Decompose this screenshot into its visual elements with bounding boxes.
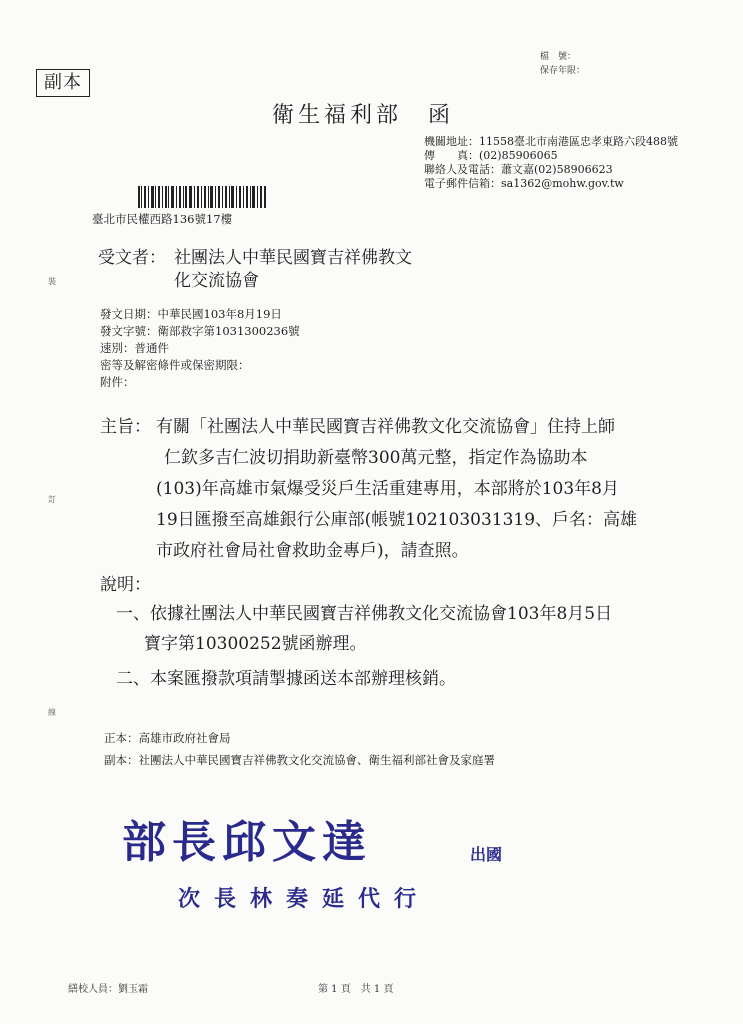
document-title: 衛生福利部 函 xyxy=(272,103,455,128)
copy-stamp: 副本 xyxy=(36,69,90,97)
page-number: 第 1 頁 共 1 頁 xyxy=(318,984,394,995)
attachment: 附件： xyxy=(100,375,135,389)
recipient-label: 受文者： xyxy=(98,248,166,268)
agency-info xyxy=(424,135,678,191)
minister-signature: 部長邱文達 xyxy=(122,817,372,868)
agency-contact: 聯絡人及電話：蕭文嘉(02)58906623 xyxy=(424,163,613,176)
explanation-item-line: 一、依據社團法人中華民國寶吉祥佛教文化交流協會103年8月5日 xyxy=(116,604,613,624)
explanation-item-line: 寶字第10300252號函辦理。 xyxy=(144,634,367,654)
subject-line: 有關「社團法人中華民國寶吉祥佛教文化交流協會」住持上師 xyxy=(156,417,615,437)
binding-mark: 訂 xyxy=(48,495,56,504)
agency-email: 電子郵件信箱：sa1362@mohw.gov.tw xyxy=(424,177,624,190)
agency-fax: 傳 真：(02)85906065 xyxy=(424,149,558,162)
reference-number: 發文字號：衛部救字第1031300236號 xyxy=(100,324,300,338)
delivery-speed: 速別：普通件 xyxy=(100,341,169,355)
recipient-name-line: 社團法人中華民國寶吉祥佛教文 xyxy=(174,248,412,268)
subject-text xyxy=(156,412,716,567)
deputy-signature: 次長林奏延代行 xyxy=(178,886,431,912)
subject-line: (103)年高雄市氣爆受災戶生活重建專用，本部將於103年8月 xyxy=(156,479,619,499)
retention-label: 保存年限： xyxy=(540,66,586,76)
explanation-item-line: 二、本案匯撥款項請掣據函送本部辦理核銷。 xyxy=(116,669,456,689)
explanation-item xyxy=(116,599,612,659)
subject-line: 市政府社會局社會救助金專戶)，請查照。 xyxy=(156,541,469,561)
classification: 密等及解密條件或保密期限： xyxy=(100,358,250,372)
recipient-name-line: 化交流協會 xyxy=(174,271,259,291)
explanation-item xyxy=(116,664,456,694)
file-number-label: 檔 號： xyxy=(540,52,577,62)
issue-date: 發文日期：中華民國103年8月19日 xyxy=(100,307,282,321)
document-meta xyxy=(100,306,300,391)
original-recipient: 正本：高雄市政府社會局 xyxy=(104,731,231,745)
copy-recipients: 副本：社團法人中華民國寶吉祥佛教文化交流協會、衛生福利部社會及家庭署 xyxy=(104,753,495,767)
explanation-label: 說明： xyxy=(100,575,151,595)
distribution xyxy=(104,727,495,771)
binding-mark: 線 xyxy=(48,708,56,717)
agency-address: 機關地址：11558臺北市南港區忠孝東路六段488號 xyxy=(424,135,678,148)
subject-line: 19日匯撥至高雄銀行公庫部(帳號102103031319、戶名：高雄 xyxy=(156,510,638,530)
subject-line: 仁欽多吉仁波切捐助新臺幣300萬元整，指定作為協助本 xyxy=(164,448,588,468)
barcode-image xyxy=(138,186,266,208)
binding-mark: 裝 xyxy=(48,277,56,286)
recipient-address: 臺北市民權西路136號17樓 xyxy=(92,212,233,226)
subject-label: 主旨： xyxy=(100,417,151,437)
proofreader: 繕校人員：劉玉霜 xyxy=(68,984,148,995)
abroad-note: 出國 xyxy=(470,845,503,864)
recipient-name xyxy=(174,247,412,293)
